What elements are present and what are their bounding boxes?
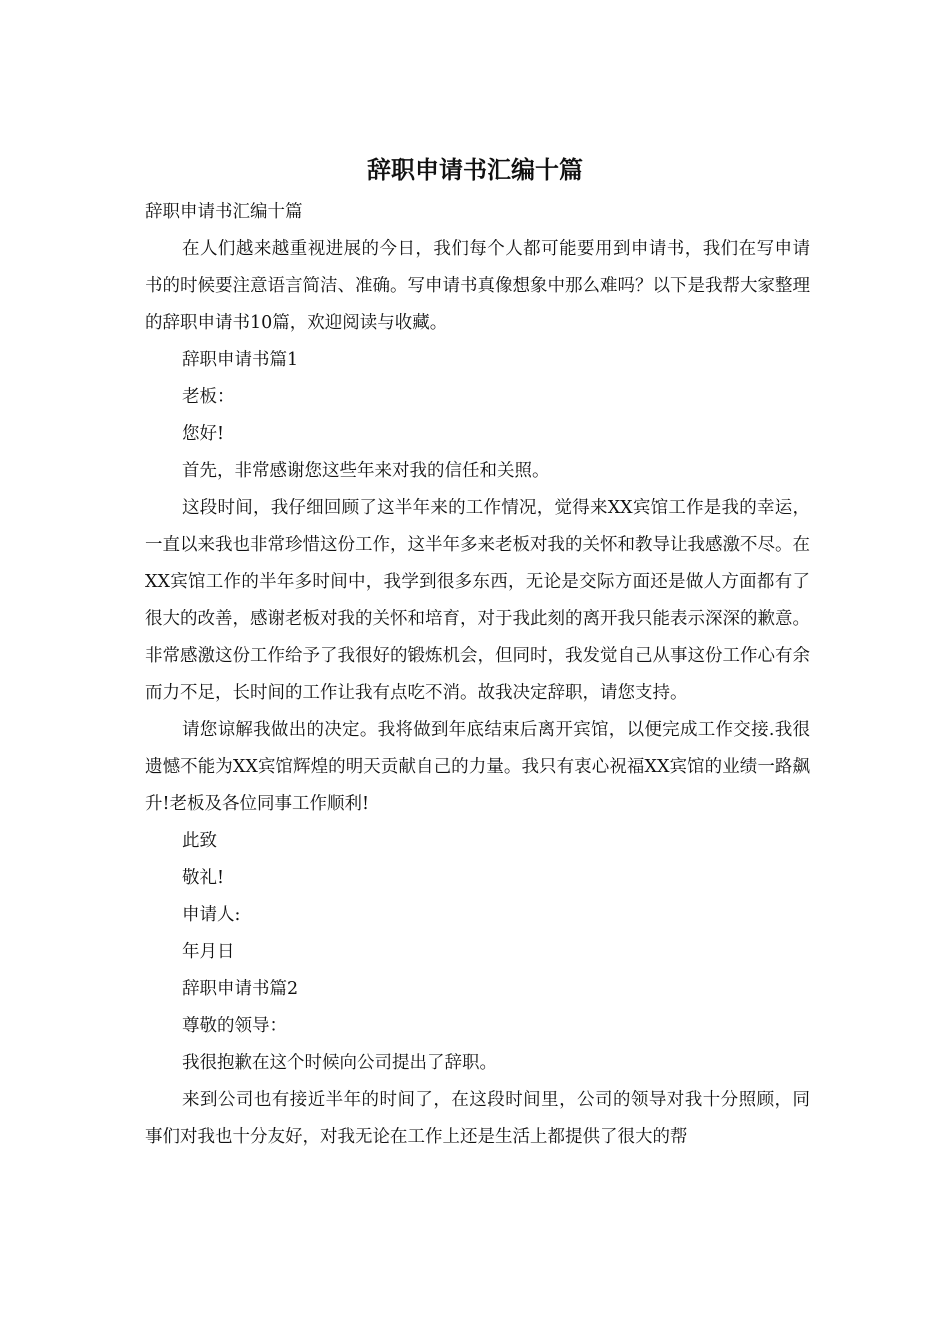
document-title: 辞职申请书汇编十篇 xyxy=(367,155,583,184)
letter1-paragraph-1: 首先，非常感谢您这些年来对我的信任和关照。 xyxy=(182,461,550,481)
letter1-paragraph-2: 这段时间，我仔细回顾了这半年来的工作情况，觉得来XX宾馆工作是我的幸运，一直以来我也非常珍惜这份工作，这半年多来老板对我的关怀和教导让我感激不尽。在XX宾馆工作的半年多时间中，我学到很多东西，无论是交际方面还是做人方面都有了很大的改善，感谢老板对我的关怀和培育，对于我此刻的离开我只能表示深深的歉意。非常感激这份工作给予了我很好的锻炼机会，但同时，我发觉自己从事这份工作心有余而力不足，长时间的工作让我有点吃不消。故我决定辞职，请您支持。 xyxy=(145,498,810,703)
letter1-closing-2: 敬礼! xyxy=(182,868,225,888)
letter2-paragraph-2: 来到公司也有接近半年的时间了，在这段时间里，公司的领导对我十分照顾，同事们对我也十分友好，对我无论在工作上还是生活上都提供了很大的帮 xyxy=(145,1090,810,1147)
letter1-salutation: 老板： xyxy=(182,387,235,407)
letter2-heading: 辞职申请书篇2 xyxy=(182,979,299,999)
letter2-salutation: 尊敬的领导： xyxy=(182,1016,287,1036)
letter1-closing-1: 此致 xyxy=(182,831,217,851)
letter1-date: 年月日 xyxy=(182,942,235,962)
letter1-heading: 辞职申请书篇1 xyxy=(182,350,299,370)
intro-paragraph: 在人们越来越重视进展的今日，我们每个人都可能要用到申请书，我们在写申请书的时候要注意语言简洁、准确。写申请书真像想象中那么难吗？以下是我帮大家整理的辞职申请书10篇，欢迎阅读与收藏。 xyxy=(145,239,810,333)
document-body xyxy=(145,194,810,1156)
letter1-greeting: 您好! xyxy=(182,424,225,444)
letter1-paragraph-3: 请您谅解我做出的决定。我将做到年底结束后离开宾馆，以便完成工作交接.我很遗憾不能为XX宾馆辉煌的明天贡献自己的力量。我只有衷心祝福XX宾馆的业绩一路飙升!老板及各位同事工作顺利! xyxy=(145,720,810,814)
letter2-paragraph-1: 我很抱歉在这个时候向公司提出了辞职。 xyxy=(182,1053,497,1073)
document-subtitle: 辞职申请书汇编十篇 xyxy=(145,202,303,222)
letter1-applicant: 申请人: xyxy=(182,905,241,925)
